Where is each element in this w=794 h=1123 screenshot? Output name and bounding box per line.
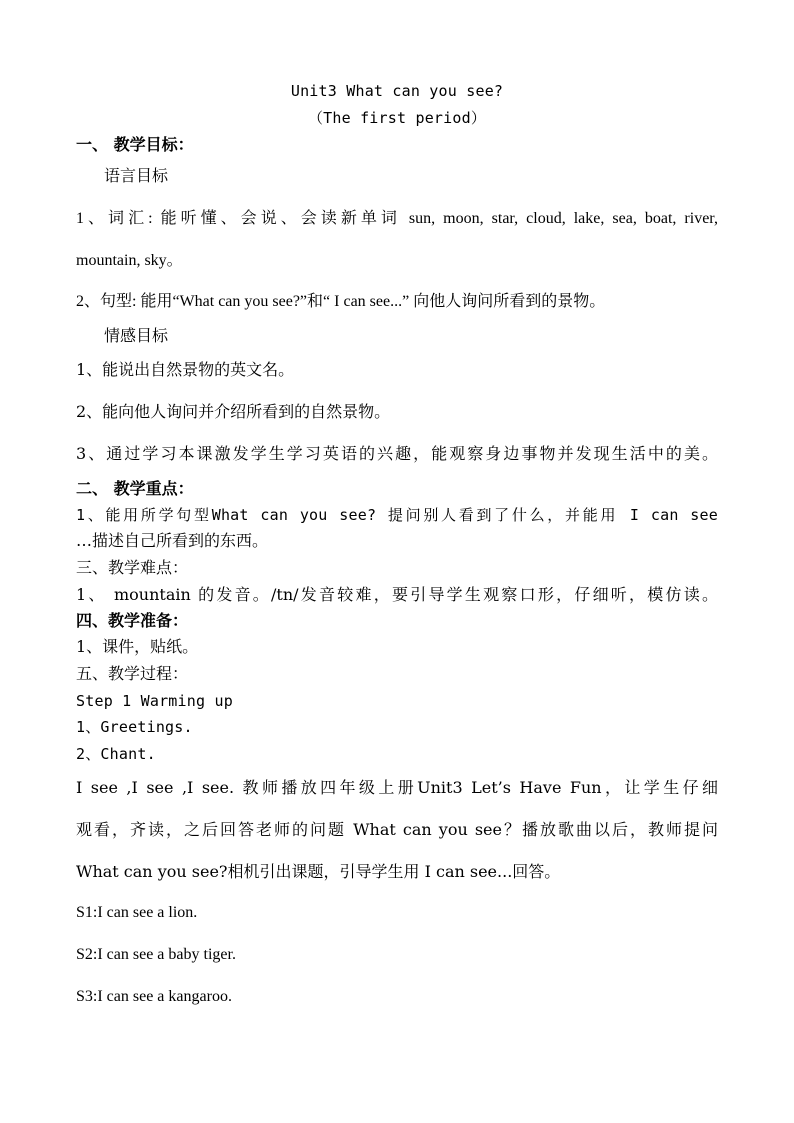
- step-1-heading: Step 1 Warming up: [76, 692, 233, 710]
- language-goal-heading: 语言目标: [104, 166, 169, 185]
- section-2-heading: 二、 教学重点：: [76, 479, 194, 498]
- step-1-item-1: 1、Greetings.: [76, 718, 193, 736]
- student-answer-2: S2:I can see a baby tiger.: [76, 946, 236, 963]
- emotion-goal-heading: 情感目标: [104, 326, 169, 345]
- section-4-heading: 四、教学准备：: [76, 611, 189, 630]
- preparation-line: 1、课件，贴纸。: [76, 637, 199, 656]
- key-point-line-1: 1、能用所学句型What can you see? 提问别人看到了什么，并能用 I can see: [76, 506, 718, 524]
- procedure-paragraph-line-3: What can you see?相机引出课题，引导学生用 I can see...回答。: [76, 862, 561, 881]
- document-title: Unit3 What can you see?: [290, 82, 504, 100]
- emotion-goal-3: 3、通过学习本课激发学生学习英语的兴趣，能观察身边事物并发现生活中的美。: [76, 444, 718, 463]
- document-subtitle: （The first period）: [307, 109, 487, 127]
- vocab-goal-line-2: mountain, sky。: [76, 252, 183, 269]
- key-point-line-2: …描述自己所看到的东西。: [76, 531, 269, 550]
- sentence-goal: 2、句型: 能用“What can you see?”和“ I can see...” 向他人询问所看到的景物。: [76, 293, 606, 310]
- section-1-heading: 一、 教学目标：: [76, 135, 194, 154]
- difficulty-line: 1、 mountain 的发音。/tn/发音较难，要引导学生观察口形，仔细听，模仿读。: [76, 585, 718, 604]
- emotion-goal-1: 1、能说出自然景物的英文名。: [76, 360, 295, 379]
- vocab-goal-line-1: 1、词汇: 能听懂、会说、会读新单词 sun, moon, star, cloud, lake, sea, boat, river,: [76, 210, 718, 227]
- section-3-heading: 三、教学难点：: [76, 558, 189, 577]
- student-answer-3: S3:I can see a kangaroo.: [76, 988, 232, 1005]
- emotion-goal-2: 2、能向他人询问并介绍所看到的自然景物。: [76, 402, 391, 421]
- procedure-paragraph-line-1: I see ,I see ,I see. 教师播放四年级上册Unit3 Let’s Have Fun，让学生仔细: [76, 778, 718, 797]
- procedure-paragraph-line-2: 观看，齐读，之后回答老师的问题 What can you see？播放歌曲以后，教师提问: [76, 820, 718, 839]
- student-answer-1: S1:I can see a lion.: [76, 904, 198, 921]
- step-1-item-2: 2、Chant.: [76, 745, 156, 763]
- section-5-heading: 五、教学过程：: [76, 664, 189, 683]
